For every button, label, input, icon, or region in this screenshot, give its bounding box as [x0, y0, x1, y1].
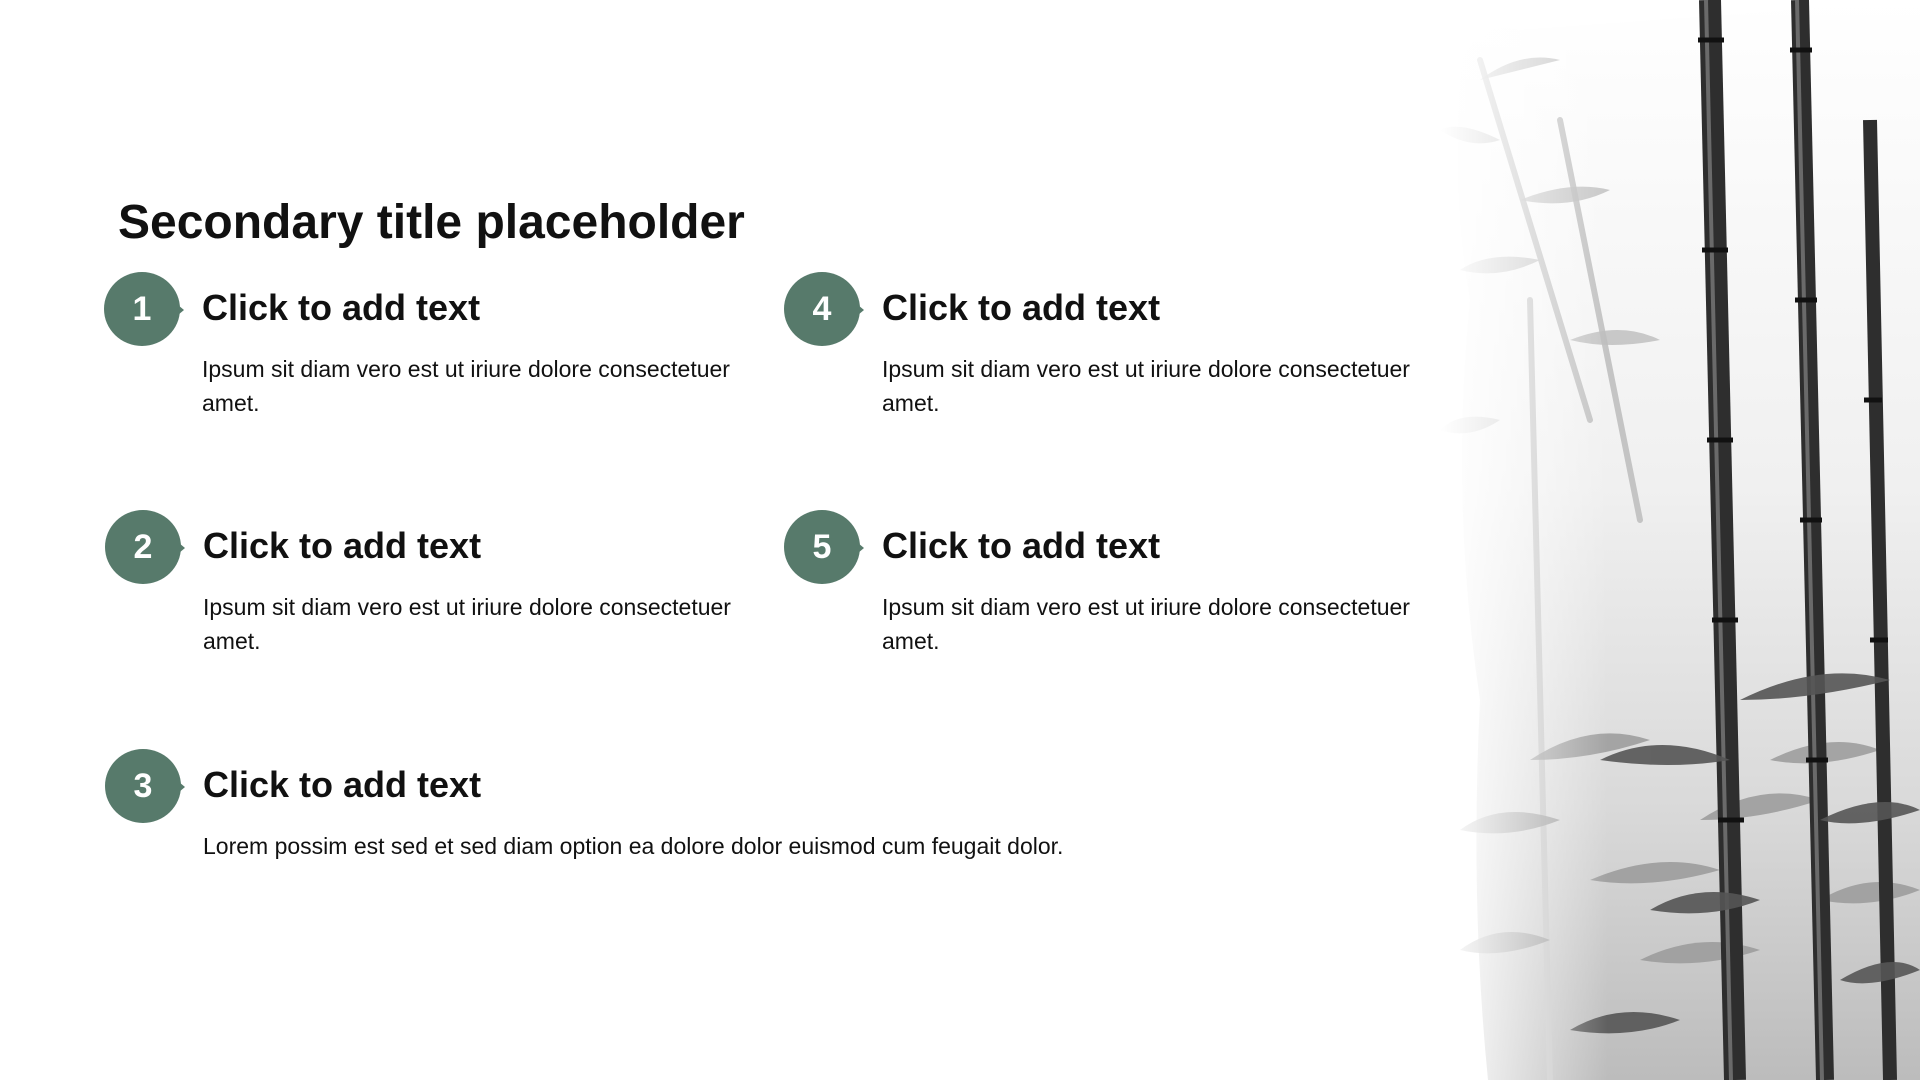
list-item-4: [784, 272, 1444, 452]
number-badge: 4: [784, 272, 860, 346]
list-item-3: [105, 749, 1105, 929]
slide-title[interactable]: Secondary title placeholder: [118, 196, 745, 249]
list-item-2: [105, 510, 765, 690]
item-heading[interactable]: Click to add text: [203, 525, 482, 566]
item-body[interactable]: Lorem possim est sed et sed diam option ea dolore dolor euismod cum feugait dolor.: [203, 833, 1064, 859]
number-badge: 5: [784, 510, 860, 584]
number-badge: 1: [104, 272, 180, 346]
item-body[interactable]: Ipsum sit diam vero est ut iriure dolore consectetuer amet.: [882, 594, 1410, 654]
list-item-5: [784, 510, 1444, 690]
item-heading[interactable]: Click to add text: [202, 287, 481, 328]
list-item-1: [104, 272, 764, 452]
item-heading[interactable]: Click to add text: [882, 525, 1161, 566]
item-body[interactable]: Ipsum sit diam vero est ut iriure dolore consectetuer amet.: [202, 356, 730, 416]
number-badge: 3: [105, 749, 181, 823]
item-heading[interactable]: Click to add text: [882, 287, 1161, 328]
item-body[interactable]: Ipsum sit diam vero est ut iriure dolore consectetuer amet.: [882, 356, 1410, 416]
number-badge: 2: [105, 510, 181, 584]
item-heading[interactable]: Click to add text: [203, 764, 482, 805]
bamboo-illustration-icon: [1440, 0, 1920, 1080]
item-body[interactable]: Ipsum sit diam vero est ut iriure dolore consectetuer amet.: [203, 594, 731, 654]
